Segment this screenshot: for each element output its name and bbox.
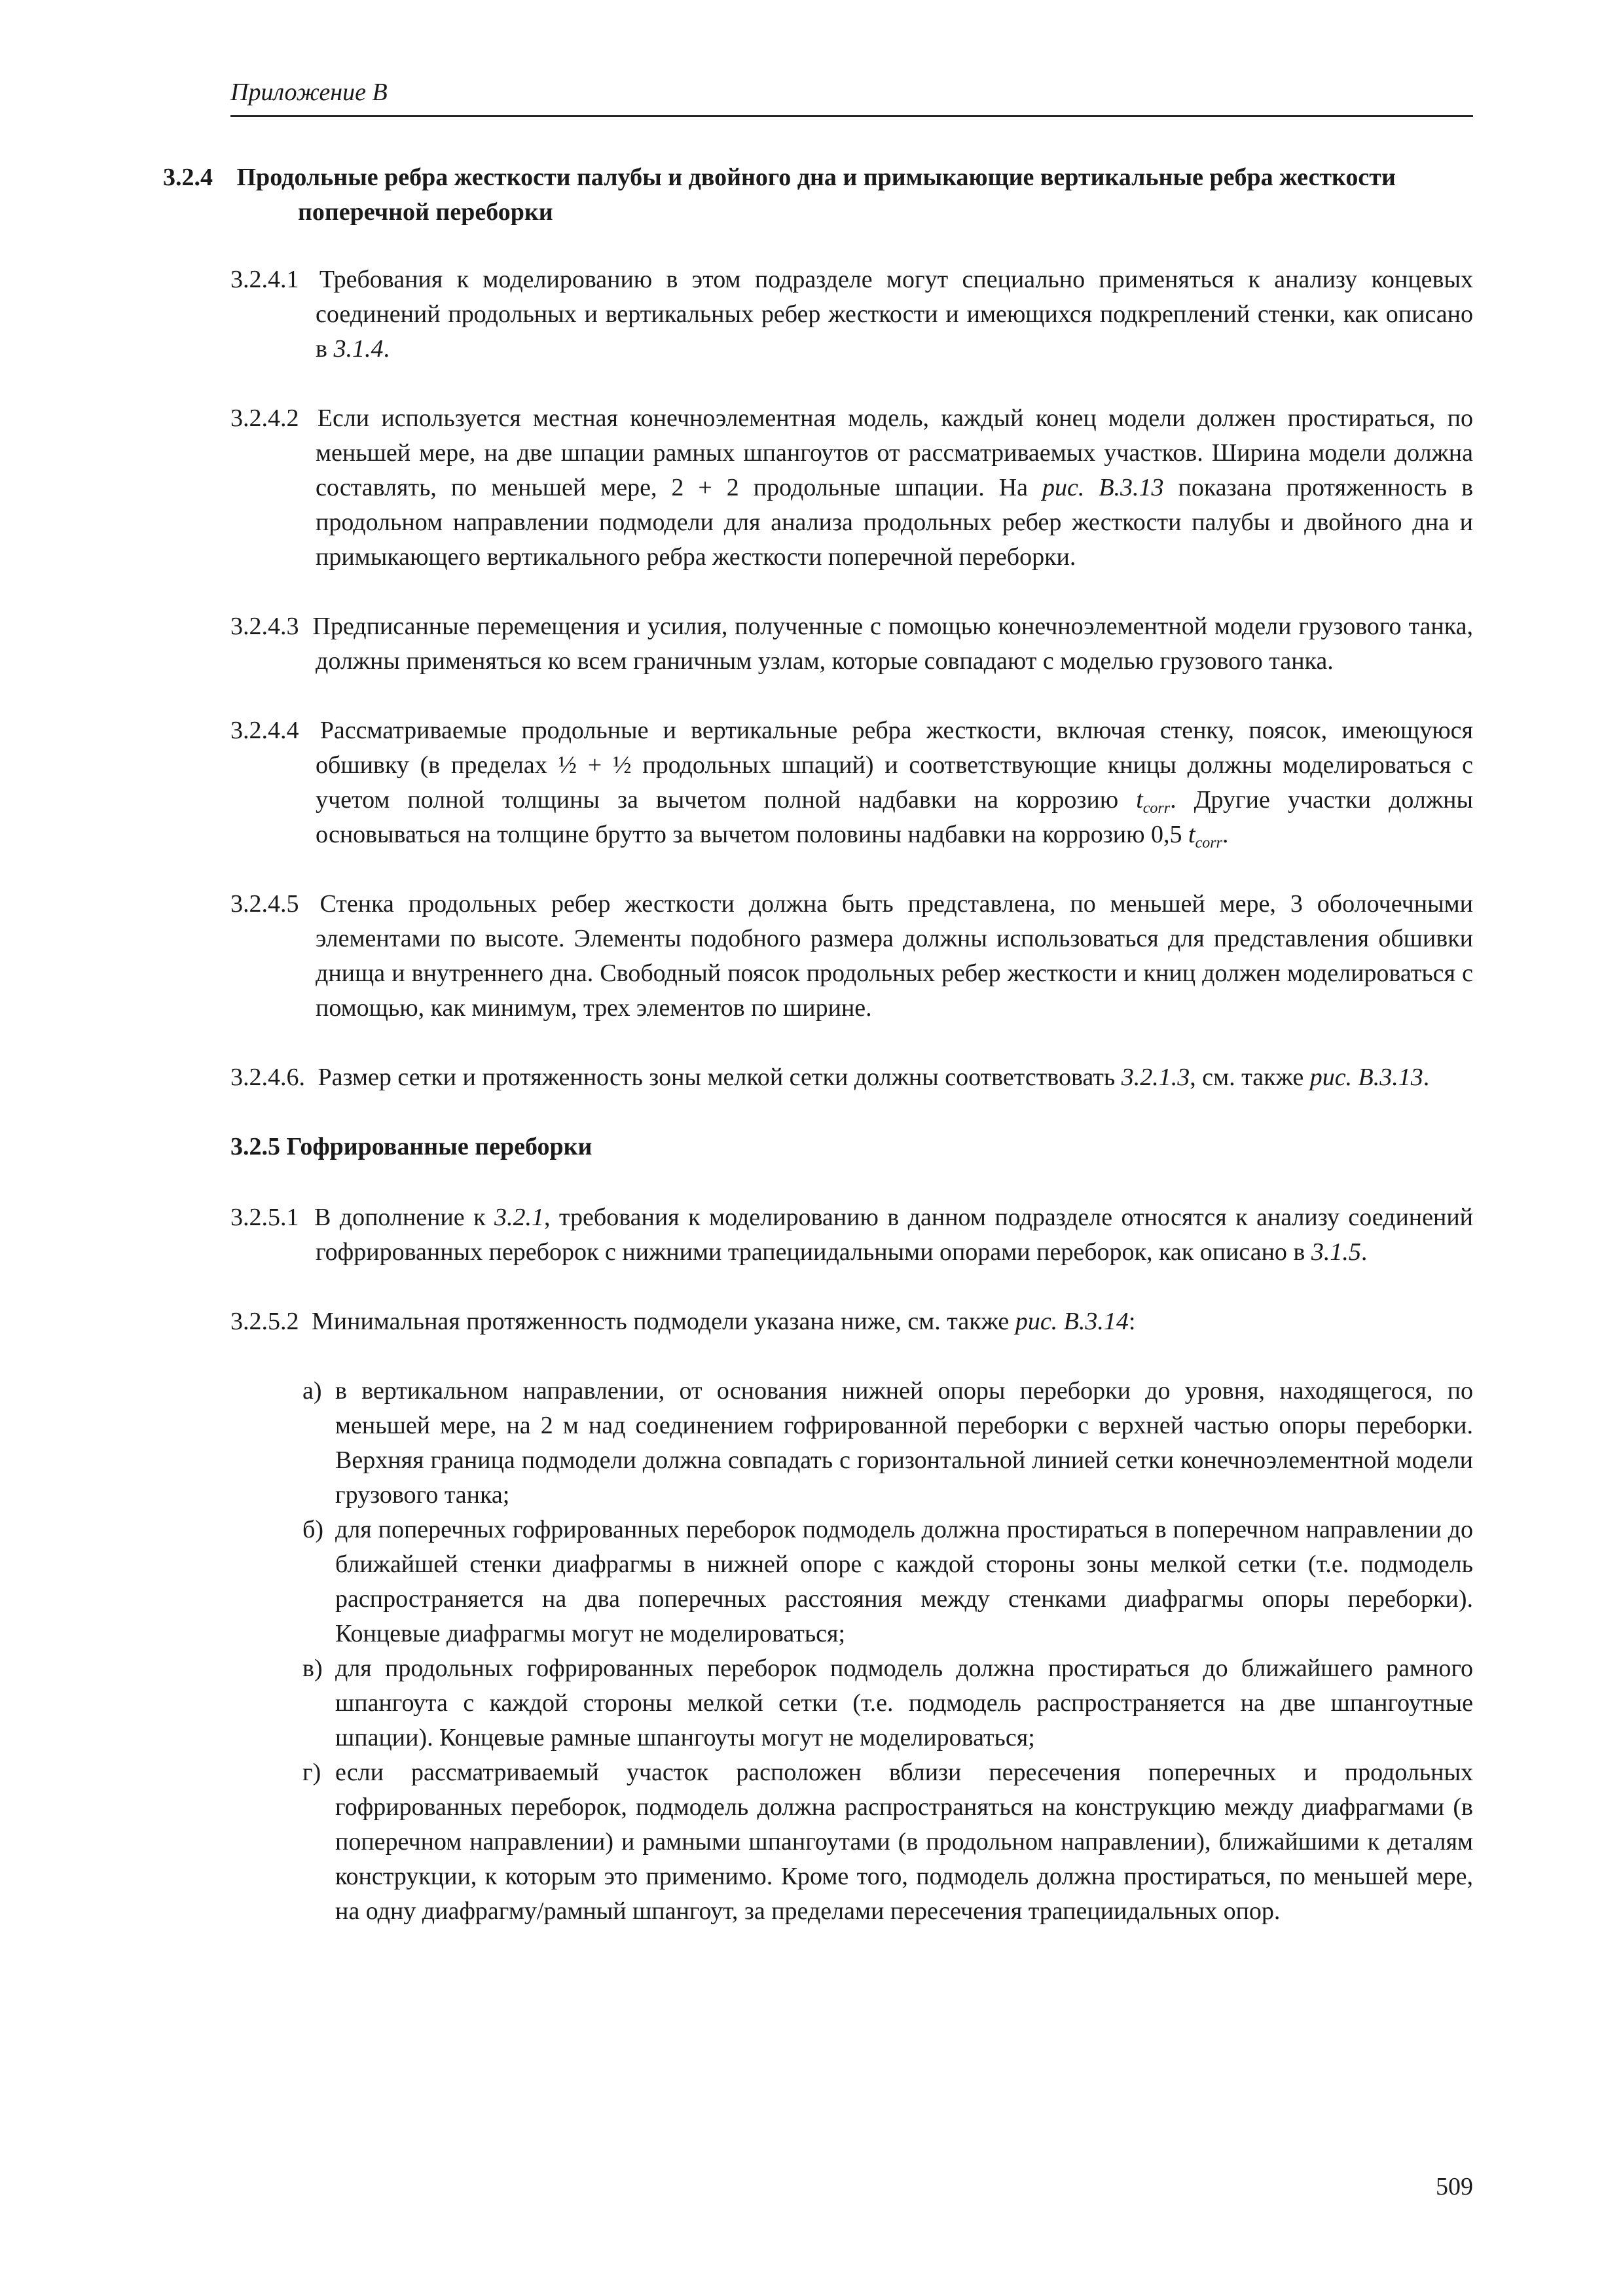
paragraph-3-2-4-4 (230, 713, 1473, 852)
section-heading-3-2-5 (230, 1130, 1473, 1164)
paragraph-text: Требования к моделированию в этом подразделе могут специально применяться к анализу концевых соединений продольных и вертикальных ребер жесткости и имеющихся подкреплений стенки, как описано в (316, 266, 1473, 363)
paragraph-end: : (1128, 1308, 1136, 1335)
paragraph-number: 3.2.5.2 (230, 1308, 299, 1335)
paragraph-text: Стенка продольных ребер жесткости должна быть представлена, по меньшей мере, 3 оболочечными элементами по высоте. Элементы подобного размера должны использоваться для представления обшивки днища и внутреннего дна. Свободный поясок продольных ребер жесткости и книц должен моделироваться с помощью, как минимум, трех элементов по ширине. (316, 890, 1473, 1022)
paragraph-text: Размер сетки и протяженность зоны мелкой сетки должны соответствовать (318, 1064, 1122, 1091)
paragraph-number: 3.2.4.4 (230, 717, 299, 744)
paragraph-text: Если используется местная конечноэлементная модель, каждый конец модели должен простираться, по меньшей мере, на две шпации рамных шпангоутов от рассматриваемых участков. Ширина модели должна составлять, по меньшей мере, 2 + 2 продольные шпации. На (316, 404, 1473, 501)
list-item (302, 1755, 1473, 1929)
paragraph-text-continued: , требования к моделированию в данном подразделе относятся к анализу соединений гофрированных переборок с нижними трапециидальными опорами переборок, как описано в (316, 1204, 1474, 1266)
page-body (163, 160, 1474, 1929)
cross-reference[interactable]: 3.2.1 (494, 1204, 544, 1231)
paragraph-3-2-5-2 (230, 1304, 1473, 1339)
paragraph-3-2-4-3 (230, 609, 1473, 679)
section-title: Гофрированные переборки (286, 1133, 593, 1160)
list-item (302, 1374, 1473, 1513)
paragraph-3-2-4-2 (230, 401, 1473, 575)
paragraph-end: . (1423, 1064, 1430, 1091)
list-item-text: если рассматриваемый участок расположен вблизи пересечения поперечных и продольных гофрированных переборок, подмодель должна распространяться на конструкцию между диафрагмами (в поперечном направлении) и рамными шпангоутами (в продольном направлении), ближайшими к деталям конструкции, к которым это применимо. Кроме того, подмодель должна простираться, по меньшей мере, на одну диафрагму/рамный шпангоут, за пределами пересечения трапециидальных опор. (335, 1759, 1473, 1925)
figure-reference[interactable]: рис. В.3.13 (1309, 1064, 1423, 1091)
figure-reference[interactable]: рис. В.3.13 (1042, 474, 1164, 501)
paragraph-3-2-4-6 (230, 1060, 1473, 1095)
paragraph-end: . (383, 335, 390, 363)
paragraph-text-continued: показана протяженность в продольном направлении подмодели для анализа продольных ребер жесткости палубы и двойного дна и примыкающего вертикального ребра жесткости поперечной переборки. (316, 474, 1474, 571)
paragraph-number: 3.2.4.3 (230, 613, 299, 640)
header-divider (230, 115, 1473, 117)
symbol-t: t (1136, 786, 1143, 814)
symbol-t: t (1188, 821, 1195, 848)
section-heading-3-2-4: 3.2.4 Продольные ребра жесткости палубы и двойного дна и примыкающие вертикальные ребра жесткости поперечной переборки (163, 164, 1396, 226)
page-number: 509 (1436, 2173, 1473, 2200)
paragraph-number: 3.2.5.1 (230, 1204, 299, 1231)
list-marker: а) (302, 1377, 322, 1405)
paragraph-text-continued: . Другие участки должны основываться на толщине брутто за вычетом половины надбавки на коррозию 0,5 (316, 786, 1473, 848)
requirements-list (230, 1374, 1473, 1929)
paragraph-text: Рассматриваемые продольные и вертикальные ребра жесткости, включая стенку, поясок, имеющуюся обшивку (в пределах ½ + ½ продольных шпаций) и соответствующие кницы должны моделироваться с учетом полной толщины за вычетом полной надбавки на коррозию (316, 717, 1473, 814)
paragraph-text: Предписанные перемещения и усилия, полученные с помощью конечноэлементной модели грузового танка, должны применяться ко всем граничным узлам, которые совпадают с моделью грузового танка. (312, 613, 1473, 675)
paragraph-text: Минимальная протяженность подмодели указана ниже, см. также (312, 1308, 1015, 1335)
cross-reference[interactable]: 3.2.1.3 (1121, 1064, 1190, 1091)
cross-reference[interactable]: 3.1.5 (1311, 1238, 1361, 1266)
list-item (302, 1651, 1473, 1755)
list-marker: г) (302, 1759, 321, 1786)
symbol-subscript: corr (1195, 834, 1222, 852)
paragraph-end: . (1222, 821, 1229, 848)
paragraph-text: В дополнение к (314, 1204, 494, 1231)
section-title: Продольные ребра жесткости палубы и двойного дна и примыкающие вертикальные ребра жесткости поперечной переборки (236, 164, 1396, 226)
list-item (302, 1513, 1473, 1651)
paragraph-3-2-4-1 (230, 262, 1473, 367)
cross-reference[interactable]: 3.1.4 (333, 335, 384, 363)
paragraph-number: 3.2.4.6. (230, 1064, 305, 1091)
symbol-subscript: corr (1142, 800, 1171, 817)
figure-reference[interactable]: рис. В.3.14 (1015, 1308, 1129, 1335)
paragraph-3-2-5-1 (230, 1200, 1473, 1270)
paragraph-number: 3.2.4.2 (230, 404, 299, 432)
list-marker: б) (302, 1516, 323, 1543)
paragraph-number: 3.2.4.5 (230, 890, 299, 918)
running-header: Приложение В (230, 79, 388, 106)
paragraph-end: . (1360, 1238, 1368, 1266)
list-item-text: для поперечных гофрированных переборок подмодель должна простираться в поперечном направлении до ближайшей стенки диафрагмы в нижней опоре с каждой стороны зоны мелкой сетки (т.е. подмодель распространяется на два поперечных расстояния между стенками диафрагмы опоры переборки). Концевые диафрагмы могут не моделироваться; (335, 1516, 1473, 1647)
list-item-text: для продольных гофрированных переборок подмодель должна простираться до ближайшего рамного шпангоута с каждой стороны мелкой сетки (т.е. подмодель распространяется на две шпангоутные шпации). Концевые рамные шпангоуты могут не моделироваться; (335, 1655, 1473, 1751)
list-item-text: в вертикальном направлении, от основания нижней опоры переборки до уровня, находящегося, по меньшей мере, на 2 м над соединением гофрированной переборки с верхней частью опоры переборки. Верхняя граница подмодели должна совпадать с горизонтальной линией сетки конечноэлементной модели грузового танка; (335, 1377, 1473, 1509)
section-number: 3.2.5 (230, 1133, 280, 1160)
paragraph-text-continued: , см. также (1190, 1064, 1310, 1091)
paragraph-number: 3.2.4.1 (230, 266, 299, 293)
list-marker: в) (302, 1655, 323, 1682)
paragraph-3-2-4-5 (230, 887, 1473, 1026)
